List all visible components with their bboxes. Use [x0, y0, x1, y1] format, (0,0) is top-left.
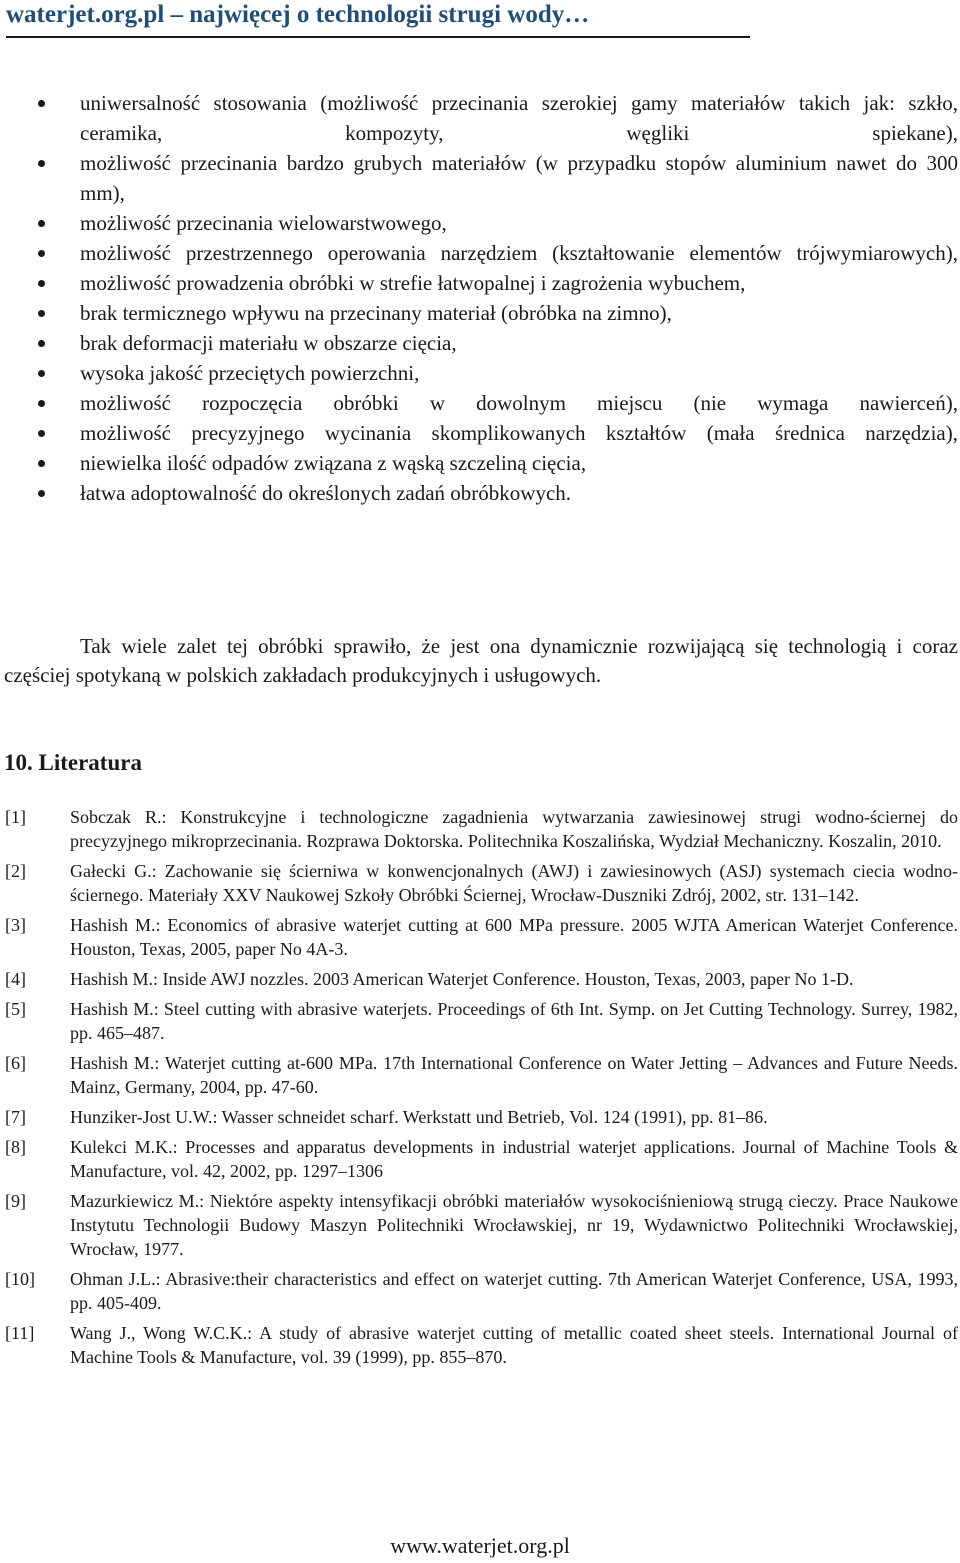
- list-item: niewielka ilość odpadów związana z wąską szczeliną cięcia,: [0, 448, 960, 478]
- summary-paragraph: Tak wiele zalet tej obróbki sprawiło, że jest ona dynamicznie rozwijającą się technologią i coraz częściej spotykaną w polskich zakładach produkcyjnych i usługowych.: [4, 634, 958, 687]
- bullet-icon: [38, 220, 45, 227]
- reference-number: [6]: [5, 1053, 26, 1073]
- header-title: waterjet.org.pl – najwięcej o technologii strugi wody…: [6, 1, 590, 28]
- reference-item: [0, 1267, 960, 1315]
- bullet-icon: [38, 370, 45, 377]
- reference-item: [0, 859, 960, 907]
- list-item: możliwość precyzyjnego wycinania skomplikowanych kształtów (mała średnica narzędzia),: [0, 418, 960, 448]
- reference-text: Hunziker-Jost U.W.: Wasser schneidet scharf. Werkstatt und Betrieb, Vol. 124 (1991), pp. 81–86.: [70, 1107, 768, 1127]
- reference-number: [10]: [5, 1269, 35, 1289]
- reference-number: [2]: [5, 861, 26, 881]
- reference-text: Sobczak R.: Konstrukcyjne i technologiczne zagadnienia wytwarzania zawiesinowej strugi wodno-ściernej do precyzyjnego mikroprzecinania. Rozprawa Doktorska. Politechnika Koszalińska, Wydział Mechaniczny. Koszalin, 2010.: [70, 807, 958, 851]
- reference-item: [0, 1051, 960, 1099]
- reference-item: [0, 805, 960, 853]
- list-item: wysoka jakość przeciętych powierzchni,: [0, 358, 960, 388]
- reference-text: Kulekci M.K.: Processes and apparatus developments in industrial waterjet applications. Journal of Machine Tools & Manufacture, vol. 42, 2002, pp. 1297–1306: [70, 1137, 958, 1181]
- reference-text: Gałecki G.: Zachowanie się ścierniwa w konwencjonalnych (AWJ) i zawiesinowych (ASJ) systemach ciecia wodno-ściernego. Materiały XXV Naukowej Szkoły Obróbki Ściernej, Wrocław-Duszniki Zdrój, 2002, str. 131–142.: [70, 861, 958, 905]
- reference-number: [7]: [5, 1107, 26, 1127]
- list-item: łatwa adoptowalność do określonych zadań obróbkowych.: [0, 478, 960, 508]
- reference-list: [0, 805, 960, 1375]
- bullet-icon: [38, 400, 45, 407]
- reference-number: [11]: [5, 1323, 35, 1343]
- list-item: możliwość przecinania bardzo grubych materiałów (w przypadku stopów aluminium nawet do 300 mm),: [0, 148, 960, 208]
- reference-number: [4]: [5, 969, 26, 989]
- page-header: [6, 0, 750, 38]
- list-item: uniwersalność stosowania (możliwość przecinania szerokiej gamy materiałów takich jak: szkło, ceramika, kompozyty, węgliki spiekane),: [0, 88, 960, 148]
- reference-item: [0, 913, 960, 961]
- reference-item: [0, 1321, 960, 1369]
- reference-text: Ohman J.L.: Abrasive:their characteristics and effect on waterjet cutting. 7th American Waterjet Conference, USA, 1993, pp. 405-409.: [70, 1269, 958, 1313]
- reference-text: Hashish M.: Inside AWJ nozzles. 2003 American Waterjet Conference. Houston, Texas, 2003, paper No 1-D.: [70, 969, 854, 989]
- list-item: możliwość prowadzenia obróbki w strefie łatwopalnej i zagrożenia wybuchem,: [0, 268, 960, 298]
- bullet-icon: [38, 280, 45, 287]
- bullet-icon: [38, 490, 45, 497]
- reference-item: [0, 1189, 960, 1261]
- footer-url: www.waterjet.org.pl: [390, 1533, 570, 1558]
- page-footer: [0, 1532, 960, 1560]
- reference-number: [3]: [5, 915, 26, 935]
- reference-number: [5]: [5, 999, 26, 1019]
- bullet-icon: [38, 340, 45, 347]
- list-item: możliwość przestrzennego operowania narzędziem (kształtowanie elementów trójwymiarowych),: [0, 238, 960, 268]
- reference-item: [0, 1105, 960, 1129]
- bullet-icon: [38, 250, 45, 257]
- bullet-icon: [38, 310, 45, 317]
- advantages-list: [0, 88, 960, 508]
- reference-item: [0, 997, 960, 1045]
- list-item: możliwość rozpoczęcia obróbki w dowolnym miejscu (nie wymaga nawierceń),: [0, 388, 960, 418]
- list-item: możliwość przecinania wielowarstwowego,: [0, 208, 960, 238]
- bullet-icon: [38, 430, 45, 437]
- reference-text: Hashish M.: Economics of abrasive waterjet cutting at 600 MPa pressure. 2005 WJTA American Waterjet Conference. Houston, Texas, 2005, paper No 4A-3.: [70, 915, 958, 959]
- list-item: brak deformacji materiału w obszarze cięcia,: [0, 328, 960, 358]
- bullet-icon: [38, 160, 45, 167]
- bullet-icon: [38, 100, 45, 107]
- reference-item: [0, 967, 960, 991]
- reference-text: Hashish M.: Steel cutting with abrasive waterjets. Proceedings of 6th Int. Symp. on Jet Cutting Technology. Surrey, 1982, pp. 465–487.: [70, 999, 958, 1043]
- list-item: brak termicznego wpływu na przecinany materiał (obróbka na zimno),: [0, 298, 960, 328]
- reference-number: [8]: [5, 1137, 26, 1157]
- reference-item: [0, 1135, 960, 1183]
- reference-number: [1]: [5, 807, 26, 827]
- bullet-icon: [38, 460, 45, 467]
- reference-text: Mazurkiewicz M.: Niektóre aspekty intensyfikacji obróbki materiałów wysokociśnieniową strugą cieczy. Prace Naukowe Instytutu Technologii Budowy Maszyn Politechniki Wrocławskiej, nr 19, Wydawnictwo Politechniki Wrocławskiej, Wrocław, 1977.: [70, 1191, 958, 1259]
- reference-text: Hashish M.: Waterjet cutting at-600 MPa. 17th International Conference on Water Jetting – Advances and Future Needs. Mainz, Germany, 2004, pp. 47-60.: [70, 1053, 958, 1097]
- reference-number: [9]: [5, 1191, 26, 1211]
- section-title: 10. Literatura: [4, 750, 142, 775]
- reference-text: Wang J., Wong W.C.K.: A study of abrasive waterjet cutting of metallic coated sheet steels. International Journal of Machine Tools & Manufacture, vol. 39 (1999), pp. 855–870.: [70, 1323, 958, 1367]
